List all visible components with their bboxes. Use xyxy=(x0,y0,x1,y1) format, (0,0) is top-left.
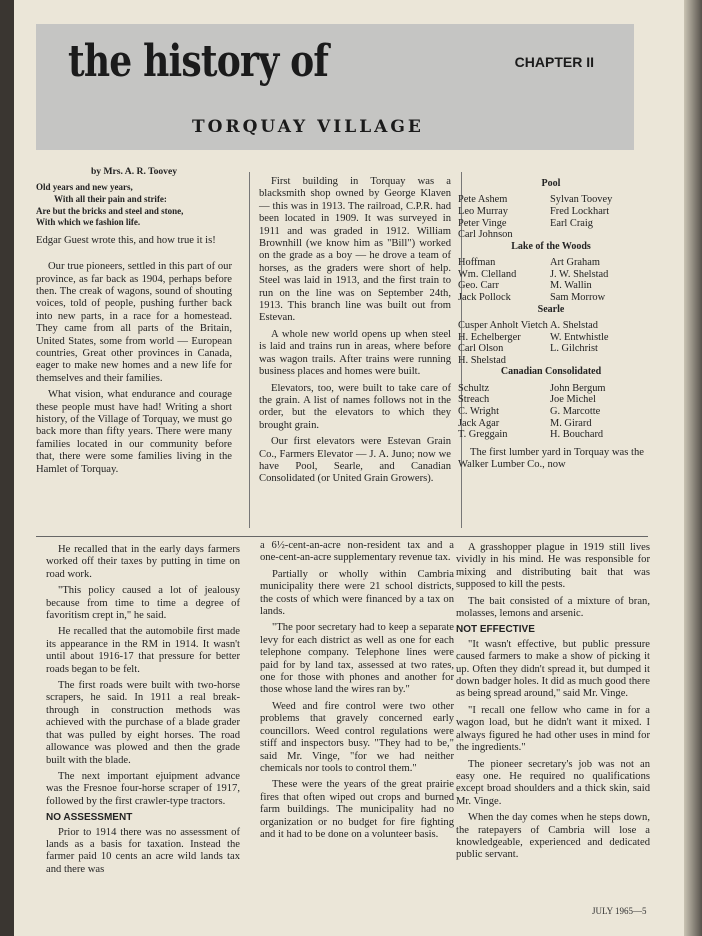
paragraph: Elevators, too, were built to take care of the grain. A list of names follows not in the order, but the elevators to which they brought grain. xyxy=(259,382,451,431)
paragraph: These were the years of the great prairie fires that often wiped out crops and burned farm buildings. The municipality had no organization or no budget for fire fighting and it had to be done on a volunteer basis. xyxy=(260,779,454,840)
name: Geo. Carr xyxy=(458,280,499,292)
paragraph: Weed and fire control were two other problems that gravely concerned early councillors. Weed control regulations were stiff and inspectors busy. "They had to be," said Mr. Vinge, "for we had neither chemicals nor tools to control them." xyxy=(260,700,454,774)
elevator-group-canadian-consolidated xyxy=(458,366,644,440)
name: Wm. Clelland xyxy=(458,268,517,280)
paragraph: A whole new world opens up when steel is laid and trains run in areas, where before was wagon trails. After trains were running business places and homes were built. xyxy=(259,328,451,378)
name: W. Entwhistle xyxy=(550,331,609,343)
group-title: Lake of the Woods xyxy=(511,240,591,252)
name: H. Bouchard xyxy=(550,429,604,441)
name: M. Wallin xyxy=(550,280,592,292)
name: Carl Johnson xyxy=(458,229,513,241)
paragraph: a 6½-cent-an-acre non-resident tax and a one-cent-an-acre supplementary revenue tax. xyxy=(260,540,454,564)
grasshopper-column xyxy=(456,542,650,866)
name: J. W. Shelstad xyxy=(550,268,609,280)
poem-line: With which we fashion life. xyxy=(36,217,141,228)
name: Streach xyxy=(458,394,490,406)
name: M. Girard xyxy=(550,417,592,429)
paragraph: Prior to 1914 there was no assessment of lands as a basis for taxation. Instead the farmer paid 10 cents an acre wild lands tax and there was xyxy=(46,826,240,875)
paragraph: When the day comes when he steps down, the ratepayers of Cambria will lose a knowledgeable, experienced and dedicated public servant. xyxy=(456,812,650,861)
name: C. Wright xyxy=(458,405,499,417)
paragraph: "The poor secretary had to keep a separate levy for each district as well as one for each telephone company. Telephone lines were paid for by land tax, assessed at two rates, one for those with phones and another for those whose land the wires ran by." xyxy=(260,622,454,696)
paragraph: "This policy caused a lot of jealousy because from time to time a degree of favoritism crept in," he said. xyxy=(46,585,240,622)
elevator-lists xyxy=(458,178,644,476)
name: Pete Ashem xyxy=(458,194,508,206)
elevator-group-lake-of-the-woods xyxy=(458,241,644,304)
paragraph: What vision, what endurance and courage these people must have had! Writing a short history, of the Village of Torquay, we must go back more than fifty years. There were many families located in our community before that, there were some families living in the Hamlet of Torquay. xyxy=(36,389,232,475)
paragraph: Partially or wholly within Cambria municipality there were 21 school districts, the costs of which were financed by a tax on lands. xyxy=(260,568,454,618)
intro-column xyxy=(36,166,232,480)
name: Fred Lockhart xyxy=(550,206,610,217)
page-footer: JULY 1965—5 xyxy=(592,906,647,916)
roads-column xyxy=(46,544,240,880)
name: Jack Pollock xyxy=(458,291,511,303)
name: G. Marcotte xyxy=(550,405,601,417)
article-subtitle: TORQUAY VILLAGE xyxy=(192,117,424,137)
paragraph: "It wasn't effective, but public pressure caused farmers to make a show of picking it up. Often they didn't spread it, but dumped it down badger holes. It did as much good there as being spread around," said Mr. Vinge. xyxy=(456,638,650,700)
paragraph: He recalled that the automobile first made its appearance in the RM in 1914. It wasn't until about 1916-17 that pressure for better roads began to be felt. xyxy=(46,626,240,675)
byline: by Mrs. A. R. Toovey xyxy=(90,166,178,177)
paragraph: The first roads were built with two-horse scrapers, he said. In 1911 a real break-through in construction methods was achieved with the purchase of a blade grader that was pulled by eight horses. The road allowance was plowed and then the grade built with the blade. xyxy=(46,680,240,766)
poem xyxy=(36,182,232,228)
name: T. Greggain xyxy=(458,429,508,441)
elevator-group-searle xyxy=(458,304,644,367)
section-divider xyxy=(36,536,648,537)
name: Leo Murray xyxy=(458,206,508,217)
name: Hoffman xyxy=(458,257,496,269)
group-title: Pool xyxy=(541,178,561,189)
name: L. Gilchrist xyxy=(550,343,598,355)
name xyxy=(550,355,644,367)
railroad-column xyxy=(259,176,451,490)
group-title: Searle xyxy=(537,303,565,315)
paragraph: The first lumber yard in Torquay was the Walker Lumber Co., now xyxy=(458,446,644,471)
elevator-group-pool xyxy=(458,178,644,241)
paragraph: First building in Torquay was a blacksmith shop owned by George Klaven — this was in 1913. The railroad, C.P.R. had been located in 1909. It was surveyed in 1911 and was graded in 1912. William Brownhill (we know him as "Bill") worked on the grade as a boy — he drove a team of horses, as the graders were short of help. Steel was laid in 1913, and the first train to run on the line was on September 24th, 1913. This branch line was built out from Estevan. xyxy=(259,176,451,324)
name: Earl Craig xyxy=(550,217,593,229)
name: Cusper Anholt Vietch xyxy=(458,319,548,331)
paragraph: Our first elevators were Estevan Grain Co., Farmers Elevator — J. A. Juno; now we have Pool, Searle, and Canadian Consolidated (or United Grain Growers). xyxy=(259,436,451,485)
paragraph: The bait consisted of a mixture of bran, molasses, lemons and arsenic. xyxy=(456,595,650,620)
name: Sam Morrow xyxy=(550,291,606,303)
tax-column xyxy=(260,540,454,845)
name: John Bergum xyxy=(550,382,606,394)
column-divider xyxy=(249,172,250,528)
subheading: NOT EFFECTIVE xyxy=(456,624,535,636)
name: Peter Vinge xyxy=(458,217,507,229)
page-title: the history of xyxy=(68,36,329,87)
paragraph: Edgar Guest wrote this, and how true it is! xyxy=(36,234,216,246)
subheading: NO ASSESSMENT xyxy=(46,812,133,824)
paragraph: Our true pioneers, settled in this part of our province, as far back as 1904, perhaps before then. The creak of wagons, sound of shouting voices, told of people, pushing further back into new parts, in a race for a homestead. They came from all parts of the Britain, United States, some from world — European countries, Great other provinces in Canada, eager to make new homes and a new life for themselves and their families. xyxy=(36,261,232,384)
poem-line: Old years and new years, xyxy=(36,182,133,193)
name: Schultz xyxy=(458,382,490,394)
name: Art Graham xyxy=(550,257,600,269)
paragraph: The next important ejuipment advance was the Fresnoe four-horse scraper of 1917, followed by the first crawler-type tractors. xyxy=(46,770,240,807)
name: Carl Olson xyxy=(458,343,504,355)
name: Sylvan Toovey xyxy=(550,194,613,206)
name: A. Shelstad xyxy=(550,319,598,331)
name: Jack Agar xyxy=(458,417,500,429)
title-banner xyxy=(36,24,634,150)
chapter-label: CHAPTER II xyxy=(514,54,594,70)
name: H. Echelberger xyxy=(458,331,521,343)
paragraph: "I recall one fellow who came in for a wagon load, but he didn't want it mixed. I always figured he had other uses in mind for the ingredients." xyxy=(456,704,650,754)
poem-line: With all their pain and strife: xyxy=(54,194,167,204)
poem-line: Are but the bricks and steel and stone, xyxy=(36,205,184,216)
name: Joe Michel xyxy=(550,394,596,406)
name xyxy=(550,229,644,241)
paragraph: A grasshopper plague in 1919 still lives vividly in his mind. He was responsible for mixing and distributing bait that was supposed to kill the pests. xyxy=(456,542,650,591)
name: H. Shelstad xyxy=(458,354,506,366)
magazine-page xyxy=(14,0,684,936)
paragraph: The pioneer secretary's job was not an easy one. He required no qualifications except broad shoulders and a thick skin, said Mr. Vinge. xyxy=(456,758,650,807)
group-title: Canadian Consolidated xyxy=(500,366,602,378)
paragraph: He recalled that in the early days farmers worked off their taxes by putting in time on road work. xyxy=(46,544,240,580)
